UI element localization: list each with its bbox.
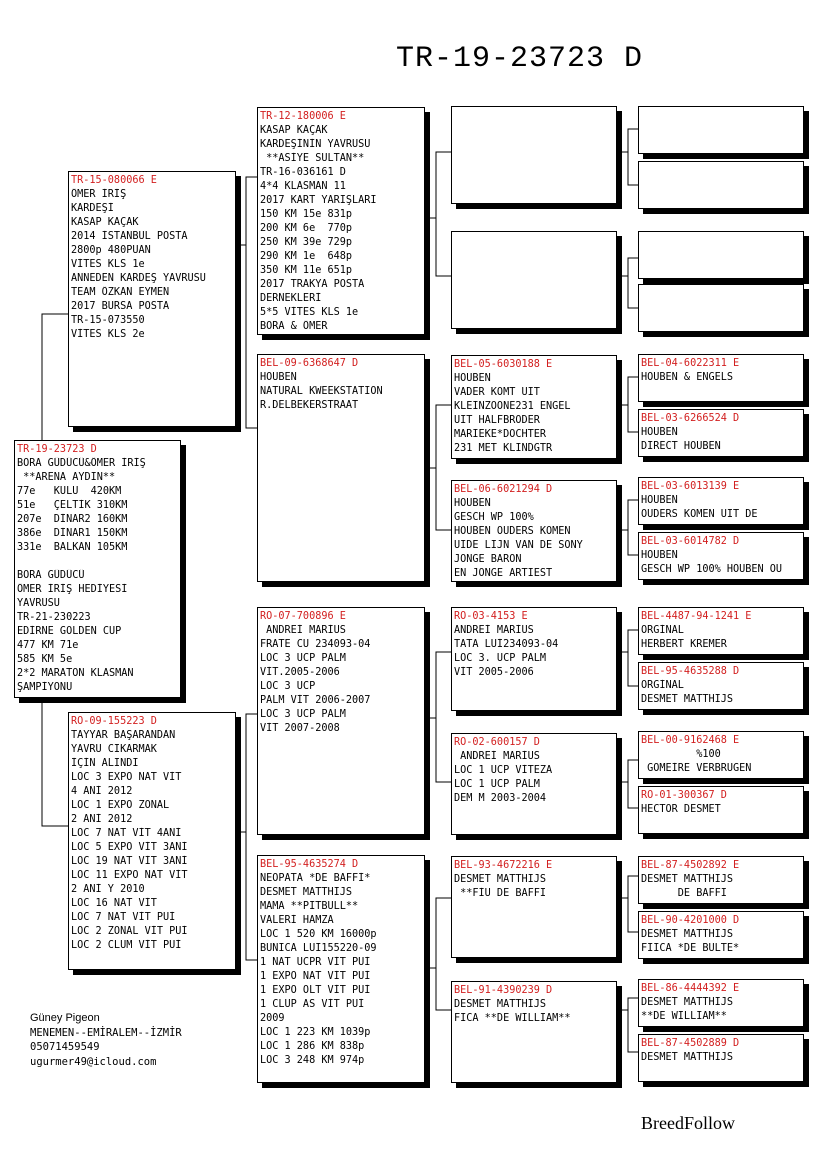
pigeon-note-line: 585 KM 5e: [17, 654, 73, 665]
pigeon-note-line: DESMET MATTHIJS: [641, 694, 734, 705]
pigeon-card-text: [639, 857, 803, 901]
ring-number: BEL-87-4502889 D: [641, 1038, 740, 1049]
pigeon-note-line: KASAP KAÇAK: [260, 125, 328, 136]
pigeon-note-line: VİT 2005-2006: [454, 667, 534, 678]
ring-number: BEL-91-4390239 D: [454, 985, 553, 996]
pigeon-note-line: LOC 2 CLUM VİT PUİ: [71, 940, 182, 951]
pigeon-card-text: [639, 608, 803, 652]
pigeon-card-ssdd[interactable]: [638, 284, 804, 332]
pigeon-note-line: VİT 2007-2008: [260, 723, 340, 734]
pigeon-note-line: TR-15-073550: [71, 315, 145, 326]
pigeon-note-line: VİTES KLS 2e: [71, 329, 145, 340]
pigeon-note-line: **FİU DE BAFFI: [454, 888, 547, 899]
ring-number: BEL-00-9162468 E: [641, 735, 740, 746]
pigeon-note-line: 2017 KART YARIŞLARI: [260, 195, 377, 206]
pigeon-note-line: R.DELBEKERSTRAAT: [260, 400, 359, 411]
pigeon-note-line: DIRECT HOUBEN: [641, 441, 721, 452]
ring-number: BEL-06-6021294 D: [454, 484, 553, 495]
pigeon-note-line: **DE WILLIAM**: [641, 1011, 727, 1022]
breeder-phone: 05071459549: [30, 1041, 100, 1053]
ring-number: BEL-04-6022311 E: [641, 358, 740, 369]
pigeon-note-line: NEOPATA *DE BAFFİ*: [260, 873, 371, 884]
pigeon-card-text: [258, 856, 424, 1068]
pigeon-card-dsd[interactable]: [451, 733, 617, 835]
pigeon-note-line: İÇİN ALINDI: [71, 758, 139, 769]
pigeon-note-line: ANDREİ MARİUS: [260, 625, 346, 636]
pigeon-card-text: [15, 441, 180, 695]
pigeon-card-dam[interactable]: [68, 712, 236, 970]
pigeon-note-line: LOC 1 286 KM 838p: [260, 1041, 365, 1052]
pigeon-note-line: 5*5 VİTES KLS 1e: [260, 307, 359, 318]
pigeon-note-line: ÖMER İRİŞ HEDİYESİ: [17, 584, 128, 595]
pigeon-note-line: 4*4 KLASMAN 11: [260, 181, 346, 192]
pigeon-note-line: LOC 1 EXPO ZONAL: [71, 800, 170, 811]
pigeon-note-line: GESCH WP 100% HOUBEN OU: [641, 564, 783, 575]
pigeon-note-line: DESMET MATTHIJS: [641, 997, 734, 1008]
pigeon-note-line: LOC 1 UCP VİTEZA: [454, 765, 553, 776]
pigeon-note-line: HOUBEN: [454, 498, 491, 509]
pigeon-card-text: [452, 734, 616, 806]
pigeon-note-line: 386e DİNAR1 150KM: [17, 528, 128, 539]
pigeon-note-line: 200 KM 6e 770p: [260, 223, 353, 234]
pigeon-note-line: FICA **DE WILLIAM**: [454, 1013, 571, 1024]
pigeon-note-line: 77e KULU 420KM: [17, 486, 122, 497]
pigeon-note-line: 2009: [260, 1013, 285, 1024]
pigeon-note-line: LOC 3 EXPO NAT VİT: [71, 772, 182, 783]
pigeon-card-dam-dam[interactable]: [257, 855, 425, 1083]
pigeon-card-ddss[interactable]: [638, 856, 804, 904]
pigeon-note-line: 290 KM 1e 648p: [260, 251, 353, 262]
pigeon-note-line: YAVRUSU: [17, 598, 60, 609]
pigeon-card-text: [452, 232, 616, 234]
pigeon-note-line: GESCH WP 100%: [454, 512, 534, 523]
ring-number: BEL-09-6368647 D: [260, 358, 359, 369]
ring-number: BEL-03-6013139 E: [641, 481, 740, 492]
pigeon-card-sire-sire[interactable]: [257, 107, 425, 335]
pigeon-note-line: TR-21-230223: [17, 612, 91, 623]
pigeon-card-sire-dam[interactable]: [257, 354, 425, 582]
pigeon-note-line: 2017 TRAKYA POSTA: [260, 279, 365, 290]
pigeon-card-text: [639, 478, 803, 522]
pigeon-card-text: [452, 857, 616, 901]
pigeon-note-line: HOUBEN: [641, 427, 678, 438]
pigeon-note-line: TAYYAR BAŞARANDAN: [71, 730, 176, 741]
pigeon-note-line: EDİRNE GOLDEN CUP: [17, 626, 122, 637]
ring-number: TR-12-180006 E: [260, 111, 346, 122]
pigeon-note-line: 2014 İSTANBUL POSTA: [71, 231, 188, 242]
pigeon-note-line: LOC 1 UCP PALM: [454, 779, 540, 790]
pigeon-note-line: 1 CLUP AS VİT PUİ: [260, 999, 365, 1010]
pigeon-note-line: 1 EXPO OLT VİT PUİ: [260, 985, 371, 996]
pigeon-note-line: ANDREİ MARİUS: [454, 625, 534, 636]
pigeon-note-line: GOMEİRE VERBRUGEN: [641, 763, 752, 774]
pigeon-card-ddd[interactable]: [451, 981, 617, 1083]
pigeon-note-line: VİT.2005-2006: [260, 667, 340, 678]
pigeon-card-sdsd[interactable]: [638, 409, 804, 457]
pigeon-note-line: 4 ANİ 2012: [71, 786, 133, 797]
pigeon-card-text: [452, 481, 616, 581]
pigeon-card-root[interactable]: [14, 440, 181, 698]
pigeon-note-line: ŞAMPİYONU: [17, 682, 73, 693]
pigeon-note-line: 331e BALKAN 105KM: [17, 542, 128, 553]
ring-number: RO-02-600157 D: [454, 737, 540, 748]
brand-logo-text: BreedFollow: [641, 1113, 735, 1133]
pigeon-note-line: LOC 3 UCP PALM: [260, 653, 346, 664]
pigeon-note-line: HERBERT KREMER: [641, 639, 727, 650]
pigeon-note-line: ANDREİ MARİUS: [454, 751, 540, 762]
pigeon-card-dss[interactable]: [451, 607, 617, 711]
pigeon-card-text: [639, 162, 803, 164]
pigeon-note-line: DESMET MATTHIJS: [454, 999, 547, 1010]
pigeon-note-line: LOC 11 EXPO NAT VİT: [71, 870, 188, 881]
pigeon-note-line: UIT HALFBRODER: [454, 415, 540, 426]
pigeon-note-line: BORA & ÖMER: [260, 321, 328, 332]
pigeon-note-line: YAVRU CIKARMAK: [71, 744, 157, 755]
pigeon-card-sds[interactable]: [451, 355, 617, 459]
pigeon-note-line: VADER KOMT UIT: [454, 387, 540, 398]
pigeon-note-line: DE BAFFI: [641, 888, 727, 899]
pigeon-note-line: VİTES KLS 1e: [71, 259, 145, 270]
pigeon-card-ssss[interactable]: [638, 106, 804, 154]
pigeon-note-line: UIDE LIJN VAN DE SONY: [454, 540, 583, 551]
pigeon-note-line: NATURAL KWEEKSTATION: [260, 386, 383, 397]
pigeon-note-line: 250 KM 39e 729p: [260, 237, 353, 248]
pigeon-card-sddd[interactable]: [638, 532, 804, 580]
pigeon-note-line: DESMET MATTHIJS: [641, 1052, 734, 1063]
pigeon-card-text: [639, 732, 803, 776]
pigeon-card-ddds[interactable]: [638, 979, 804, 1027]
breeder-name: Güney Pigeon: [30, 1012, 100, 1024]
pigeon-note-line: 2 ANİ Y 2010: [71, 884, 145, 895]
pigeon-note-line: LOC 5 EXPO VİT 3ANİ: [71, 842, 188, 853]
pigeon-note-line: KARDEŞİNİN YAVRUSU: [260, 139, 371, 150]
ring-number: TR-19-23723 D: [17, 444, 97, 455]
pigeon-card-text: [639, 980, 803, 1024]
pigeon-note-line: TR-16-036161 D: [260, 167, 346, 178]
ring-number: BEL-87-4502892 E: [641, 860, 740, 871]
pigeon-note-line: DESMET MATTHIJS: [641, 874, 734, 885]
ring-number: BEL-03-6266524 D: [641, 413, 740, 424]
pigeon-note-line: HOUBEN OUDERS KOMEN: [454, 526, 571, 537]
pigeon-note-line: 1 NAT UCPR VİT PUİ: [260, 957, 371, 968]
pigeon-card-text: [639, 107, 803, 109]
pigeon-card-text: [639, 410, 803, 454]
ring-number: BEL-93-4672216 E: [454, 860, 553, 871]
pigeon-card-dds[interactable]: [451, 856, 617, 958]
pigeon-card-text: [639, 533, 803, 577]
pigeon-note-line: DEM M 2003-2004: [454, 793, 547, 804]
pigeon-card-dsss[interactable]: [638, 607, 804, 655]
pigeon-note-line: 51e ÇELTİK 310KM: [17, 500, 128, 511]
pigeon-card-text: [639, 912, 803, 956]
pigeon-note-line: LOC 3 UCP: [260, 681, 316, 692]
ring-number: BEL-05-6030188 E: [454, 359, 553, 370]
pigeon-card-dssd[interactable]: [638, 662, 804, 710]
pigeon-card-text: [639, 232, 803, 234]
pigeon-card-text: [452, 982, 616, 1026]
pigeon-card-ssds[interactable]: [638, 231, 804, 279]
pigeon-note-line: 231 MET KLINDGTR: [454, 443, 553, 454]
pigeon-note-line: HOUBEN: [641, 550, 678, 561]
pigeon-note-line: KLEINZOONE231 ENGEL: [454, 401, 571, 412]
breeder-email: ugurmer49@icloud.com: [30, 1055, 157, 1068]
breeder-info: [30, 1011, 182, 1069]
pigeon-note-line: HECTOR DESMET: [641, 804, 721, 815]
pigeon-note-line: 150 KM 15e 831p: [260, 209, 353, 220]
pigeon-note-line: HOUBEN: [260, 372, 297, 383]
pigeon-card-sire[interactable]: [68, 171, 236, 427]
pigeon-note-line: 2017 BURSA POSTA: [71, 301, 170, 312]
pigeon-note-line: PALM VİT 2006-2007: [260, 695, 371, 706]
pigeon-note-line: LOC 7 NAT VİT 4ANİ: [71, 828, 182, 839]
ring-number: RO-09-155223 D: [71, 716, 157, 727]
pigeon-note-line: 350 KM 11e 651p: [260, 265, 353, 276]
pigeon-note-line: 1 EXPO NAT VİT PUİ: [260, 971, 371, 982]
pigeon-card-sssd[interactable]: [638, 161, 804, 209]
pigeon-card-sdd[interactable]: [451, 480, 617, 582]
pigeon-note-line: [17, 555, 178, 569]
pigeon-note-line: LOC 7 NAT VİT PUİ: [71, 912, 176, 923]
pigeon-note-line: KASAP KAÇAK: [71, 217, 139, 228]
ring-number: BEL-86-4444392 E: [641, 983, 740, 994]
pigeon-note-line: MAMA **PITBULL**: [260, 901, 359, 912]
pigeon-note-line: LOC 3 UCP PALM: [260, 709, 346, 720]
pigeon-note-line: DESMET MATTHIJS: [641, 929, 734, 940]
ring-number: BEL-95-4635274 D: [260, 859, 359, 870]
pigeon-card-text: [452, 608, 616, 680]
pigeon-note-line: LOC 1 223 KM 1039p: [260, 1027, 371, 1038]
pigeon-card-text: [258, 108, 424, 334]
pigeon-note-line: ANNEDEN KARDEŞ YAVRUSU: [71, 273, 206, 284]
pigeon-note-line: LOC 2 ZONAL VİT PUİ: [71, 926, 188, 937]
pigeon-note-line: HOUBEN & ENGELS: [641, 372, 734, 383]
pigeon-note-line: 2800p 480PUAN: [71, 245, 151, 256]
pigeon-note-line: LOC 3. UCP PALM: [454, 653, 547, 664]
pigeon-note-line: VALERİ HAMZA: [260, 915, 334, 926]
pigeon-note-line: **ARENA AYDIN**: [17, 472, 116, 483]
pigeon-note-line: DESMET MATTHIJS: [260, 887, 353, 898]
pigeon-card-dsds[interactable]: [638, 731, 804, 779]
pigeon-note-line: %100: [641, 749, 721, 760]
pigeon-note-line: ÖMER İRİŞ: [71, 189, 127, 200]
pigeon-note-line: 2*2 MARATON KLASMAN: [17, 668, 134, 679]
pigeon-note-line: DESMET MATTHIJS: [454, 874, 547, 885]
pigeon-card-text: [639, 285, 803, 287]
pigeon-card-dddd[interactable]: [638, 1034, 804, 1082]
breeder-address: MENEMEN--EMİRALEM--İZMİR: [30, 1026, 182, 1039]
pigeon-note-line: 2 ANİ 2012: [71, 814, 133, 825]
pigeon-note-line: ORGİNAL: [641, 680, 684, 691]
pigeon-note-line: OUDERS KOMEN UIT DE: [641, 509, 758, 520]
pigeon-note-line: ORGİNAL: [641, 625, 684, 636]
pigeon-note-line: LOC 3 248 KM 974p: [260, 1055, 365, 1066]
ring-number: RO-07-700896 E: [260, 611, 346, 622]
pigeon-note-line: FIICA *DE BULTE*: [641, 943, 740, 954]
pigeon-card-text: [69, 172, 235, 342]
pigeon-note-line: BUNICA LUI155220-09: [260, 943, 377, 954]
ring-number: TR-15-080066 E: [71, 175, 157, 186]
ring-number: BEL-4487-94-1241 E: [641, 611, 752, 622]
pigeon-note-line: MARIEKE*DOCHTER: [454, 429, 547, 440]
pigeon-card-text: [452, 356, 616, 456]
pigeon-note-line: LOC 19 NAT VİT 3ANİ: [71, 856, 188, 867]
pigeon-note-line: LOC 1 520 KM 16000p: [260, 929, 377, 940]
pigeon-note-line: JONGE BARON: [454, 554, 522, 565]
ring-number: BEL-95-4635288 D: [641, 666, 740, 677]
pigeon-note-line: EN JONGE ARTIEST: [454, 568, 553, 579]
pigeon-note-line: FRATE CU 234093-04: [260, 639, 371, 650]
ring-number: RO-01-300367 D: [641, 790, 727, 801]
pigeon-card-dam-sire[interactable]: [257, 607, 425, 835]
pigeon-note-line: KARDEŞİ: [71, 203, 114, 214]
pigeon-note-line: LOC 16 NAT VİT: [71, 898, 157, 909]
pigeon-card-ssd[interactable]: [451, 231, 617, 329]
pigeon-card-text: [258, 355, 424, 413]
pigeon-card-sdds[interactable]: [638, 477, 804, 525]
ring-number: BEL-03-6014782 D: [641, 536, 740, 547]
pigeon-note-line: 477 KM 71e: [17, 640, 79, 651]
pigeon-card-text: [639, 1035, 803, 1065]
pigeon-note-line: BORA GÜDÜCÜ: [17, 570, 85, 581]
pigeon-card-dsdd[interactable]: [638, 786, 804, 834]
pigeon-note-line: BORA GÜDÜCÜ&ÖMER İRİŞ: [17, 458, 146, 469]
pigeon-note-line: HOUBEN: [641, 495, 678, 506]
pigeon-note-line: **ASİYE SULTAN**: [260, 153, 365, 164]
pedigree-title: TR-19-23723 D: [396, 42, 644, 76]
pigeon-card-text: [258, 608, 424, 736]
pigeon-note-line: TEAM ÖZKAN EYMEN: [71, 287, 170, 298]
pigeon-card-ddsd[interactable]: [638, 911, 804, 959]
pigeon-note-line: DERNEKLERİ: [260, 293, 322, 304]
ring-number: BEL-90-4201000 D: [641, 915, 740, 926]
pigeon-note-line: HOUBEN: [454, 373, 491, 384]
pigeon-card-text: [639, 663, 803, 707]
pigeon-card-text: [69, 713, 235, 953]
pigeon-card-sss[interactable]: [451, 106, 617, 204]
pigeon-note-line: TATA LUİ234093-04: [454, 639, 559, 650]
pigeon-card-text: [452, 107, 616, 109]
pigeon-note-line: 207e DİNAR2 160KM: [17, 514, 128, 525]
ring-number: RO-03-4153 E: [454, 611, 528, 622]
pigeon-card-sdss[interactable]: [638, 354, 804, 402]
pigeon-card-text: [639, 355, 803, 385]
pigeon-card-text: [639, 787, 803, 817]
